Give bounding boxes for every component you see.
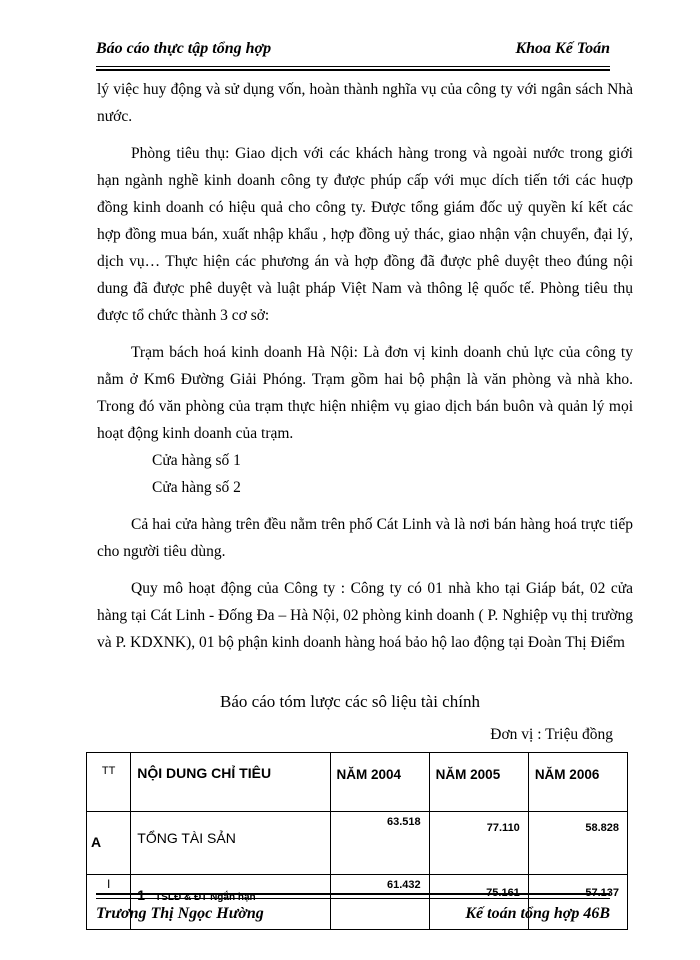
row-tt: I (87, 875, 131, 930)
header-tt: TT (87, 753, 131, 812)
header-rule (96, 66, 610, 67)
header-report-title: Báo cáo thực tập tổng hợp (96, 40, 272, 57)
row-content: TSLĐ & ĐT Ngắn hạn (155, 892, 256, 903)
header-rule-thick (96, 69, 610, 71)
table-title: Báo cáo tóm lược các sô liệu tài chính (220, 692, 480, 711)
row-value-2006: 58.828 (528, 812, 627, 875)
page-header (96, 40, 610, 62)
row-value-2004: 61.432 (330, 875, 429, 930)
document-body (97, 76, 633, 656)
row-tt: A (87, 812, 131, 875)
list-item-store-2: Cửa hàng số 2 (152, 479, 241, 496)
page-footer (96, 905, 610, 927)
table-header-row (87, 753, 628, 812)
table-unit: Đơn vị : Triệu đồng (490, 726, 613, 743)
header-2004: NĂM 2004 (330, 753, 429, 812)
row-value-2005: 77.110 (429, 812, 528, 875)
financial-summary-table (86, 752, 628, 930)
header-faculty: Khoa Kế Toán (515, 40, 610, 57)
paragraph-continuation: lý việc huy động và sử dụng vốn, hoàn thành nghĩa vụ của công ty với ngân sách Nhà nước. (97, 81, 633, 125)
footer-rule-thick (96, 893, 610, 895)
header-2005: NĂM 2005 (429, 753, 528, 812)
row-value-2004: 63.518 (330, 812, 429, 875)
paragraph-stores-location: Cả hai cửa hàng trên đều nằm trên phố Cát Linh và là nơi bán hàng hoá trực tiếp cho người tiêu dùng. (97, 516, 633, 560)
footer-author: Trương Thị Ngọc Hường (96, 905, 264, 922)
row-number: 1 (137, 887, 146, 903)
paragraph-hanoi-station: Trạm bách hoá kinh doanh Hà Nội: Là đơn vị kinh doanh chủ lực của công ty nằm ở Km6 Đường Giải Phóng. Trạm gồm hai bộ phận là văn phòng và nhà kho. Trong đó văn phòng của trạm thực hiện nhiệm vụ giao dịch bán buôn và quản lý mọi hoạt động kinh doanh của trạm. (97, 344, 633, 442)
footer-class: Kế toán tổng hợp 46B (465, 905, 610, 922)
table-row (87, 812, 628, 875)
paragraph-company-scale: Quy mô hoạt động của Công ty : Công ty có 01 nhà kho tại Giáp bát, 02 cửa hàng tại Cát Linh - Đống Đa – Hà Nội, 02 phòng kinh doanh ( P. Nghiệp vụ thị trường và P. KDXNK), 01 bộ phận kinh doanh hàng hoá bảo hộ lao động tại Đoàn Thị Điểm (97, 580, 633, 651)
list-item-store-1: Cửa hàng số 1 (152, 452, 241, 469)
paragraph-sales-dept: Phòng tiêu thụ: Giao dịch với các khách hàng trong và ngoài nước trong giới hạn ngành nghề kinh doanh công ty được phúp cấp với mục dích tiến tới các huợp đồng kinh doanh có hiệu quả cho công ty. Được tổng giám đốc uỷ quyền kí kết các hợp đồng mua bán, xuất nhập khẩu , hợp đồng uỷ thác, giao nhận vận chuyển, đại lý, dịch vụ… Thực hiện các phương án và hợp đồng đã được phê duyệt theo đúng nội dung đã được phê duyệt và luật pháp Việt Nam và thông lệ quốc tế. Phòng tiêu thụ được tổ chức thành 3 cơ sở: (97, 145, 633, 324)
row-value-2005: 75.161 (429, 875, 528, 930)
row-content: TỔNG TÀI SẢN (131, 812, 330, 875)
header-content: NỘI DUNG CHỈ TIÊU (131, 753, 330, 812)
row-value-2006: 57.137 (528, 875, 627, 930)
footer-rule (96, 898, 610, 899)
header-2006: NĂM 2006 (528, 753, 627, 812)
